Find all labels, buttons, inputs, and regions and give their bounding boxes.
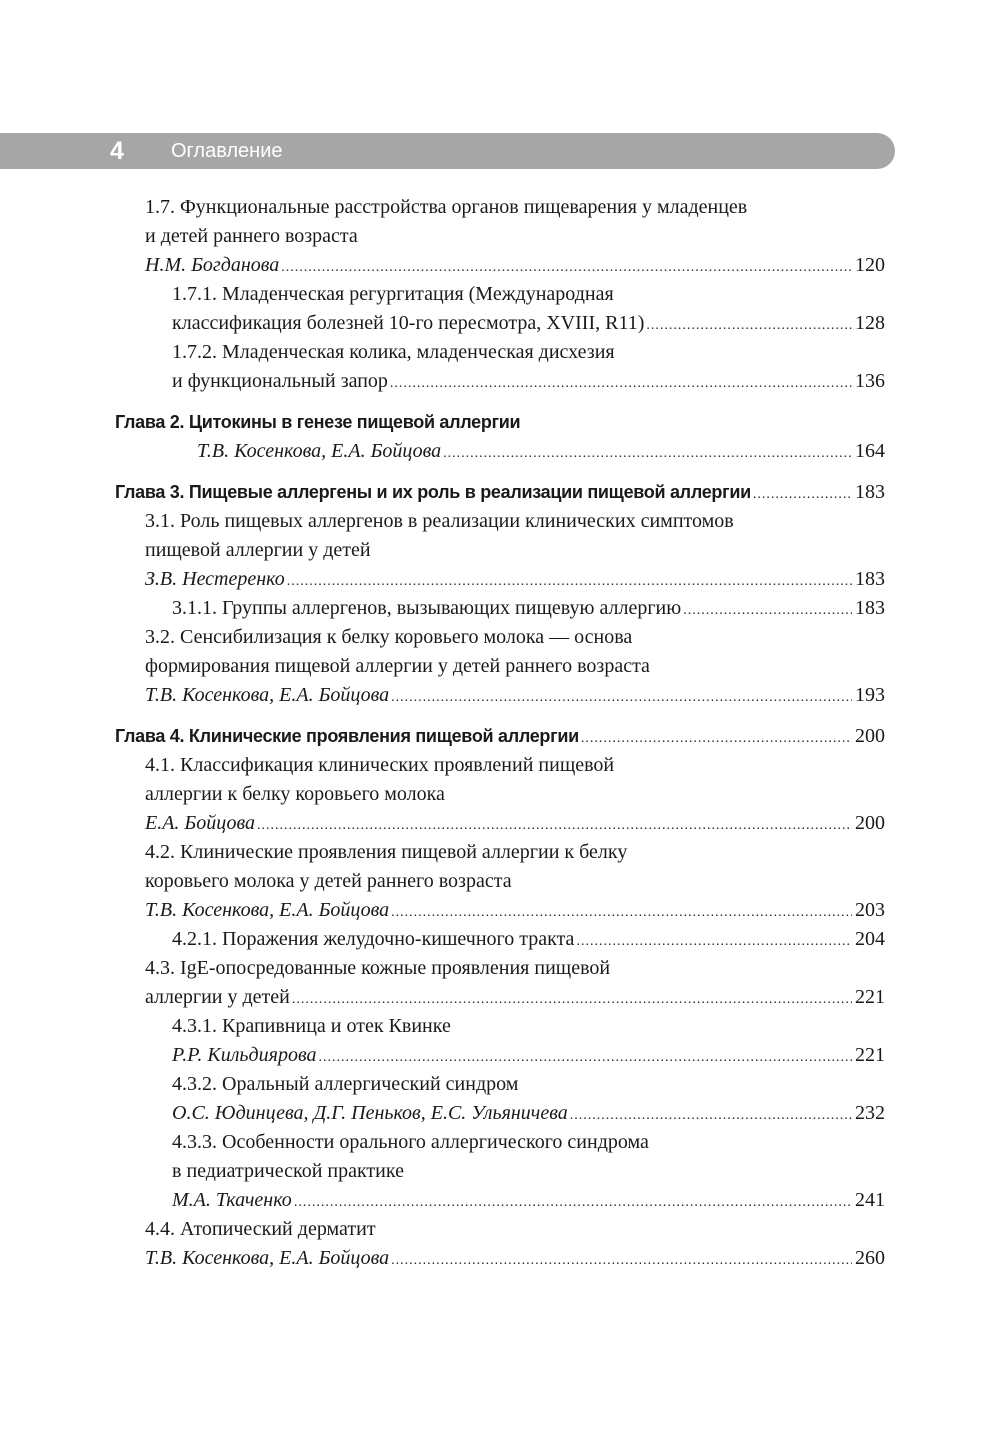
- entry-title: пищевой аллергии у детей: [145, 539, 371, 561]
- toc-entry: [0, 1157, 1000, 1186]
- entry-page-number: 136: [855, 370, 885, 392]
- toc-entry: [0, 1070, 1000, 1099]
- entry-page-number: 183: [855, 568, 885, 590]
- toc-entry: [0, 652, 1000, 681]
- entry-page-number: 120: [855, 254, 885, 276]
- chapter-title: Глава 3. Пищевые аллергены и их роль в реализации пищевой аллергии: [115, 482, 751, 502]
- entry-title: коровьего молока у детей раннего возраста: [145, 870, 512, 892]
- entry-authors: О.С. Юдинцева, Д.Г. Пеньков, Е.С. Ульяничева: [172, 1102, 568, 1124]
- dot-leader: [391, 898, 852, 927]
- dot-leader: [683, 596, 852, 625]
- toc-author-line: [0, 1041, 885, 1070]
- toc-entry: [0, 1128, 1000, 1157]
- entry-page-number: 200: [855, 725, 885, 747]
- entry-authors: Р.Р. Кильдиярова: [172, 1044, 317, 1066]
- entry-title: 4.2.1. Поражения желудочно-кишечного тракта: [172, 928, 575, 950]
- entry-title: 3.2. Сенсибилизация к белку коровьего молока — основа: [145, 626, 633, 648]
- entry-authors: Т.В. Косенкова, Е.А. Бойцова: [145, 899, 390, 921]
- entry-authors: Т.В. Косенкова, Е.А. Бойцова: [145, 684, 390, 706]
- toc-entry: [0, 594, 885, 623]
- dot-leader: [581, 724, 852, 753]
- toc-entry: [0, 867, 1000, 896]
- entry-page-number: 203: [855, 899, 885, 921]
- toc-entry: [0, 838, 1000, 867]
- entry-title: 4.3.1. Крапивница и отек Квинке: [172, 1015, 451, 1037]
- entry-page-number: 241: [855, 1189, 885, 1211]
- entry-title: в педиатрической практике: [172, 1160, 404, 1182]
- entry-title: 4.3. IgE-опосредованные кожные проявления пищевой: [145, 957, 611, 979]
- entry-title: и функциональный запор: [172, 370, 388, 392]
- toc-entry: [0, 367, 885, 396]
- toc-entry: [0, 983, 885, 1012]
- toc-author-line: [0, 565, 885, 594]
- entry-title: 1.7.2. Младенческая колика, младенческая дисхезия: [172, 341, 615, 363]
- entry-authors: Т.В. Косенкова, Е.А. Бойцова: [197, 440, 442, 462]
- entry-page-number: 260: [855, 1247, 885, 1269]
- dot-leader: [753, 480, 852, 509]
- dot-leader: [576, 927, 852, 956]
- entry-authors: Т.В. Косенкова, Е.А. Бойцова: [145, 1247, 390, 1269]
- entry-page-number: 183: [855, 597, 885, 619]
- entry-title: формирования пищевой аллергии у детей раннего возраста: [145, 655, 650, 677]
- dot-leader: [391, 1246, 852, 1275]
- entry-page-number: 164: [855, 440, 885, 462]
- table-of-contents: [0, 193, 1000, 1273]
- toc-entry: [0, 1012, 1000, 1041]
- page-number: 4: [110, 137, 124, 165]
- entry-page-number: 232: [855, 1102, 885, 1124]
- toc-entry: [0, 222, 1000, 251]
- dot-leader: [292, 985, 852, 1014]
- toc-entry: [0, 925, 885, 954]
- toc-chapter-entry: [0, 478, 885, 507]
- entry-title: классификация болезней 10-го пересмотра, XVIII, R11): [172, 312, 645, 334]
- toc-entry: [0, 536, 1000, 565]
- toc-entry: [0, 1215, 1000, 1244]
- entry-authors: М.А. Ткаченко: [172, 1189, 292, 1211]
- entry-title: и детей раннего возраста: [145, 225, 358, 247]
- toc-entry: [0, 280, 1000, 309]
- entry-authors: Е.А. Бойцова: [145, 812, 256, 834]
- toc-author-line: [0, 437, 885, 466]
- toc-author-line: [0, 1244, 885, 1273]
- toc-entry: [0, 338, 1000, 367]
- entry-title: 1.7.1. Младенческая регургитация (Международная: [172, 283, 614, 305]
- toc-author-line: [0, 1099, 885, 1128]
- entry-title: 4.4. Атопический дерматит: [145, 1218, 376, 1240]
- toc-author-line: [0, 896, 885, 925]
- dot-leader: [443, 439, 852, 468]
- toc-entry: [0, 193, 1000, 222]
- entry-title: 1.7. Функциональные расстройства органов пищеварения у младенцев: [145, 196, 748, 218]
- toc-entry: [0, 309, 885, 338]
- dot-leader: [281, 253, 852, 282]
- dot-leader: [570, 1101, 852, 1130]
- toc-entry: [0, 623, 1000, 652]
- entry-authors: Н.М. Богданова: [145, 254, 280, 276]
- toc-entry: [0, 954, 1000, 983]
- entry-page-number: 221: [855, 986, 885, 1008]
- entry-page-number: 183: [855, 481, 885, 503]
- dot-leader: [287, 567, 852, 596]
- entry-title: 4.3.2. Оральный аллергический синдром: [172, 1073, 519, 1095]
- toc-author-line: [0, 1186, 885, 1215]
- dot-leader: [294, 1188, 852, 1217]
- toc-chapter-entry: [0, 722, 885, 751]
- entry-title: аллергии к белку коровьего молока: [145, 783, 445, 805]
- entry-page-number: 221: [855, 1044, 885, 1066]
- entry-title: аллергии у детей: [145, 986, 290, 1008]
- entry-page-number: 200: [855, 812, 885, 834]
- dot-leader: [319, 1043, 853, 1072]
- toc-author-line: [0, 251, 885, 280]
- entry-title: 3.1. Роль пищевых аллергенов в реализации клинических симптомов: [145, 510, 734, 532]
- dot-leader: [646, 311, 852, 340]
- entry-authors: З.В. Нестеренко: [145, 568, 285, 590]
- chapter-title: Глава 4. Клинические проявления пищевой аллергии: [115, 726, 579, 746]
- entry-page-number: 204: [855, 928, 885, 950]
- running-title: Оглавление: [171, 140, 283, 162]
- toc-author-line: [0, 681, 885, 710]
- dot-leader: [391, 683, 852, 712]
- entry-page-number: 128: [855, 312, 885, 334]
- entry-title: 4.1. Классификация клинических проявлений пищевой: [145, 754, 615, 776]
- toc-entry: [0, 780, 1000, 809]
- entry-page-number: 193: [855, 684, 885, 706]
- entry-title: 3.1.1. Группы аллергенов, вызывающих пищевую аллергию: [172, 597, 682, 619]
- dot-leader: [257, 811, 852, 840]
- dot-leader: [390, 369, 852, 398]
- chapter-title: Глава 2. Цитокины в генезе пищевой аллергии: [115, 412, 521, 432]
- toc-author-line: [0, 809, 885, 838]
- entry-title: 4.2. Клинические проявления пищевой аллергии к белку: [145, 841, 628, 863]
- entry-title: 4.3.3. Особенности орального аллергического синдрома: [172, 1131, 649, 1153]
- toc-chapter-entry: [0, 408, 1000, 437]
- running-header: [0, 133, 895, 169]
- toc-entry: [0, 507, 1000, 536]
- toc-entry: [0, 751, 1000, 780]
